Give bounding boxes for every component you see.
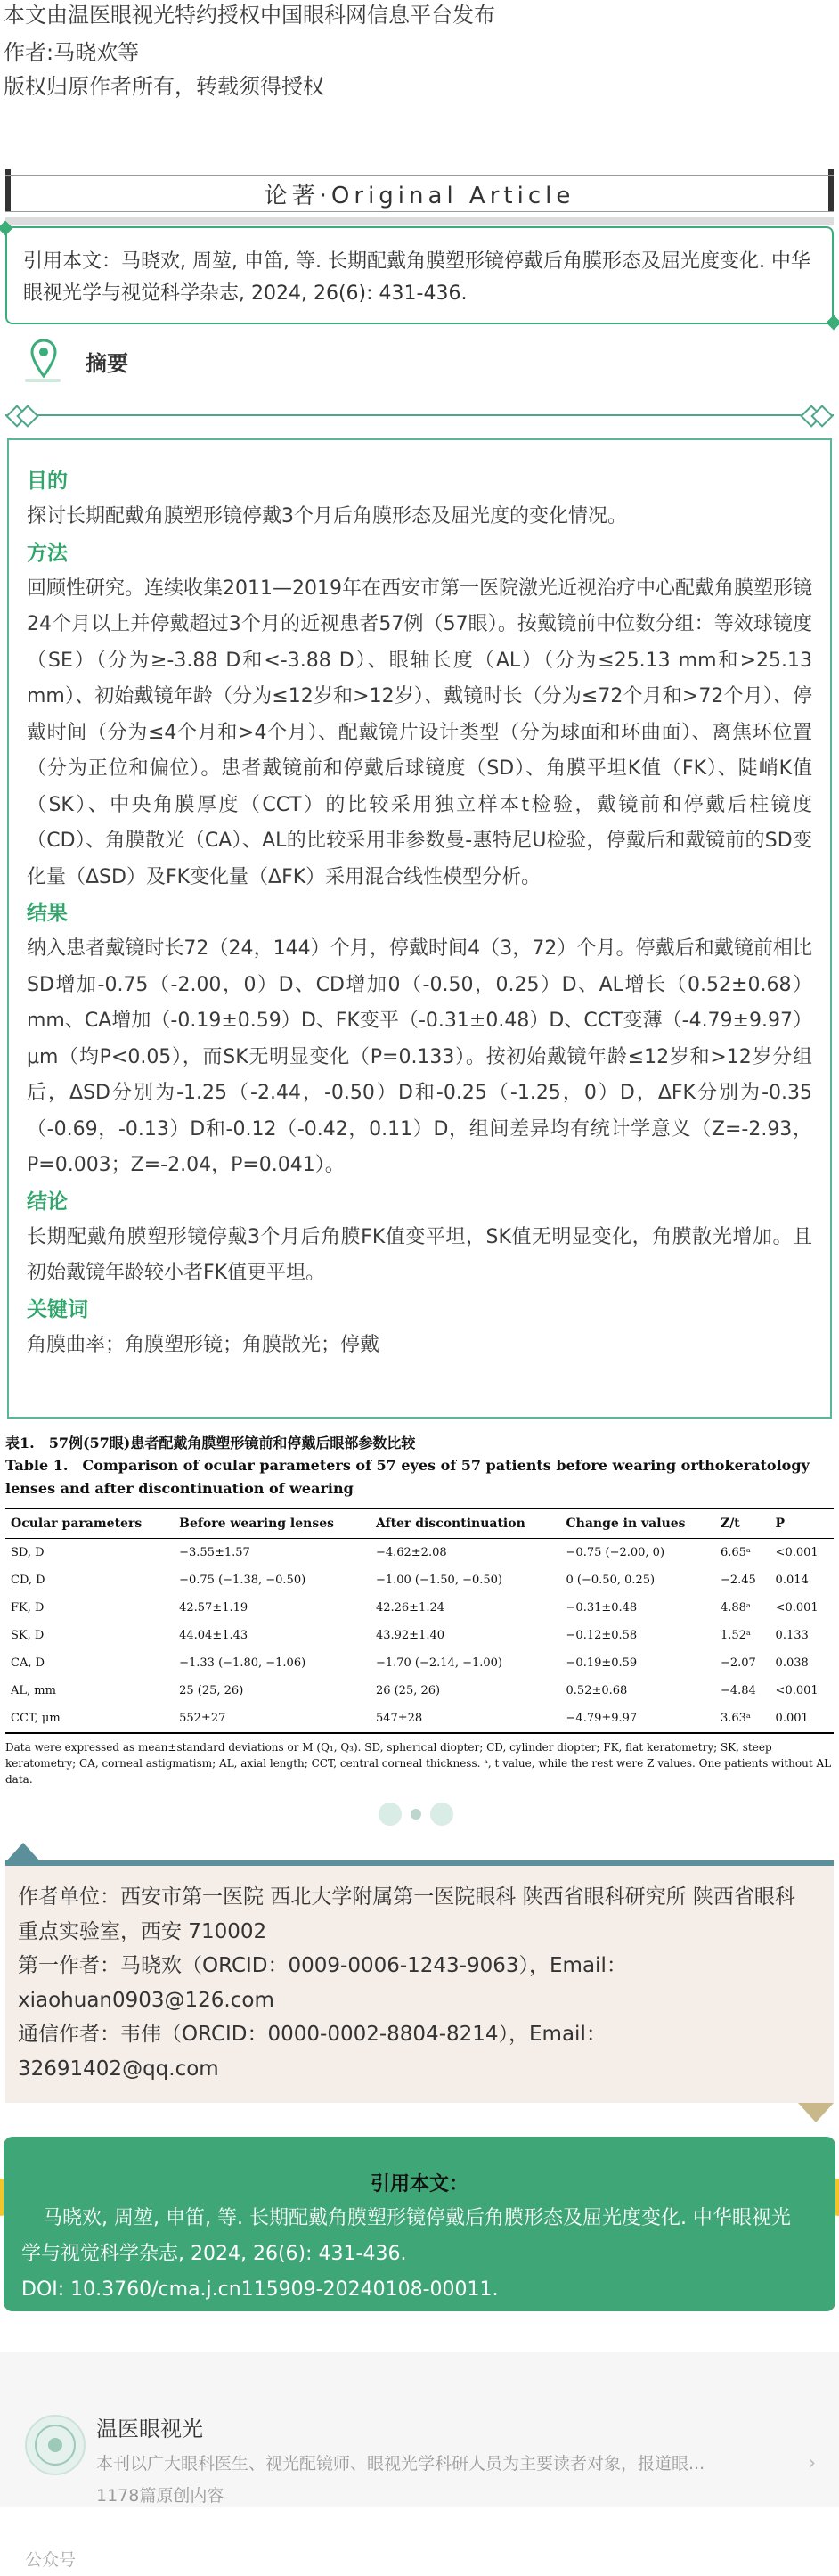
table-cell: AL, mm xyxy=(11,1684,56,1697)
table-cell: −1.00 (−1.50, −0.50) xyxy=(375,1574,502,1587)
table-cell: −3.55±1.57 xyxy=(179,1546,250,1559)
table-cell: −2.45 xyxy=(720,1574,756,1587)
abstract-title: 摘要 xyxy=(86,351,128,376)
table-cell: 547±28 xyxy=(371,1705,561,1733)
table-cell: <0.001 xyxy=(775,1601,819,1615)
abstract-box xyxy=(7,438,832,1419)
table-cell: 0.014 xyxy=(775,1574,809,1587)
footer-label: 公众号 xyxy=(25,2550,77,2570)
citation-card xyxy=(4,2137,835,2311)
citation-card-doi: DOI: 10.3760/cma.j.cn115909-20240108-00011. xyxy=(21,2278,499,2301)
citation-box xyxy=(5,226,834,324)
affiliation-unit: 作者单位：西安市第一医院 西北大学附属第一医院眼科 陕西省眼科研究所 陕西省眼科重点实验室，西安 710002 xyxy=(18,1885,795,1943)
table-row xyxy=(5,1539,834,1567)
table-row xyxy=(5,1566,834,1594)
table-cell: SD, D xyxy=(11,1546,45,1559)
methods-text: 回顾性研究。连续收集2011—2019年在西安市第一医院激光近视治疗中心配戴角膜塑形镜24个月以上并停戴超过3个月的近视患者57例（57眼）。按戴镜前中位数分组：等效球镜度（SE）（分为≥-3.88 D和<-3.88 D）、眼轴长度（AL）（分为≤25.13 mm和>25.13 mm）、初始戴镜年龄（分为≤12岁和>12岁）、戴镜时长（分为≤72个月和>72个月）、停戴时间（分为≤4个月和>4个月）、配戴镜片设计类型（分为球面和环曲面）、离焦环位置（分为正位和偏位）。患者戴镜前和停戴后球镜度（SD）、角膜平坦K值（FK）、陡峭K值（SK）、中央角膜厚度（CCT）的比较采用独立样本t检验，戴镜前和停戴后柱镜度（CD）、角膜散光（CA）、AL的比较采用非参数曼-惠特尼U检验，停戴后和戴镜前的SD变化量（ΔSD）及FK变化量（ΔFK）采用混合线性模型分析。 xyxy=(27,577,812,888)
table-cell: −1.70 (−2.14, −1.00) xyxy=(375,1656,502,1670)
objective-heading: 目的 xyxy=(27,470,68,493)
table-cell: 552±27 xyxy=(174,1705,371,1733)
table-cell: −4.84 xyxy=(720,1684,756,1697)
table-row xyxy=(5,1594,834,1622)
table-cell: 0.038 xyxy=(775,1656,809,1670)
table-cell: 42.57±1.19 xyxy=(179,1601,248,1615)
table-cell: 26 (25, 26) xyxy=(375,1684,441,1697)
table-header-row xyxy=(5,1509,834,1539)
location-pin-icon xyxy=(30,339,57,378)
table-cell: −4.79±9.97 xyxy=(561,1705,715,1733)
table-cell: CCT, μm xyxy=(5,1705,174,1733)
table-cell: 0.52±0.68 xyxy=(566,1684,628,1697)
table-cell: <0.001 xyxy=(775,1546,819,1559)
table-row xyxy=(5,1677,834,1705)
table-cell: 0.133 xyxy=(775,1629,809,1642)
table-caption-en: Table 1. Comparison of ocular parameters of 57 eyes of 57 patients before wearing orthokeratology lenses and after discontinuation of wearing xyxy=(5,1457,810,1497)
table-cell: CD, D xyxy=(11,1574,45,1587)
table-cell: 6.65ᵃ xyxy=(720,1546,751,1559)
carousel-dot[interactable] xyxy=(430,1803,453,1826)
objective-text: 探讨长期配戴角膜塑形镜停戴3个月后角膜形态及屈光度的变化情况。 xyxy=(27,505,627,527)
table-cell: 0.001 xyxy=(770,1705,834,1733)
chevron-right-icon[interactable]: › xyxy=(808,2452,816,2474)
table-cell: 42.26±1.24 xyxy=(375,1601,444,1615)
table-header-cell: After discontinuation xyxy=(371,1509,561,1539)
corresponding-author: 通信作者：韦伟（ORCID：0000-0002-8804-8214），Email：32691402@qq.com xyxy=(18,2023,607,2081)
citation-card-body xyxy=(21,2201,805,2308)
diamond-divider xyxy=(5,414,834,416)
table-cell: <0.001 xyxy=(775,1684,819,1697)
table-header-cell: Before wearing lenses xyxy=(174,1509,371,1539)
table-row xyxy=(5,1622,834,1649)
table-header-cell: P xyxy=(770,1509,834,1539)
keywords-heading: 关键词 xyxy=(27,1297,88,1321)
table-cell: −0.19±0.59 xyxy=(566,1656,638,1670)
carousel-dot-active[interactable] xyxy=(411,1809,421,1820)
section-band xyxy=(5,217,834,225)
table-cell: 25 (25, 26) xyxy=(179,1684,244,1697)
citation-text: 引用本文：马晓欢, 周堃, 申笛, 等. 长期配戴角膜塑形镜停戴后角膜形态及屈光度变化. 中华眼视光学与视觉科学杂志, 2024, 26(6): 431-436. xyxy=(23,250,810,305)
table-header-cell: Ocular parameters xyxy=(5,1509,174,1539)
table-header-cell: Change in values xyxy=(561,1509,715,1539)
table-row xyxy=(5,1649,834,1677)
table-cell: −0.31±0.48 xyxy=(566,1601,638,1615)
eye-logo-icon xyxy=(27,2417,84,2474)
first-author: 第一作者：马晓欢（ORCID：0009-0006-1243-9063），Email：xiaohuan0903@126.com xyxy=(18,1954,627,2012)
table-cell: 4.88ᵃ xyxy=(720,1601,751,1615)
carousel-dot[interactable] xyxy=(379,1803,402,1826)
table-cell: 1.52ᵃ xyxy=(720,1629,751,1642)
citation-card-text: 马晓欢, 周堃, 申笛, 等. 长期配戴角膜塑形镜停戴后角膜形态及屈光度变化. 中华眼视光学与视觉科学杂志, 2024, 26(6): 431-436. xyxy=(21,2207,791,2265)
parameters-table-figure xyxy=(5,1433,834,1789)
table-cell: −0.75 (−1.38, −0.50) xyxy=(179,1574,306,1587)
table-cell: SK, D xyxy=(11,1629,45,1642)
affiliation-text xyxy=(18,1880,802,2086)
citation-card-title: 引用本文： xyxy=(370,2173,468,2196)
table-row xyxy=(5,1705,834,1733)
account-avatar xyxy=(25,2415,86,2475)
table-cell: −0.12±0.58 xyxy=(566,1629,638,1642)
conclusion-heading: 结论 xyxy=(27,1190,68,1214)
table-note: Data were expressed as mean±standard deviations or M (Q₁, Q₃). SD, spherical diopter; CD, cylinder diopter; FK, flat keratometry; SK, steep keratometry; CA, corneal astigmatism; AL, axial length; CCT, central corneal thickness. ᵃ, t value, while the rest were Z values. One patients without AL data. xyxy=(5,1741,832,1786)
table-cell: CA, D xyxy=(11,1656,45,1670)
table-cell: 0 (−0.50, 0.25) xyxy=(566,1574,656,1587)
table-cell: 3.63ᵃ xyxy=(715,1705,770,1733)
author-line: 作者:马晓欢等 xyxy=(4,40,140,65)
pin-shadow xyxy=(25,379,61,382)
results-text: 纳入患者戴镜时长72（24，144）个月，停戴时间4（3，72）个月。停戴后和戴镜前相比SD增加-0.75（-2.00，0）D、CD增加0（-0.50，0.25）D、AL增长（0.52±0.68）mm、CA增加（-0.19±0.59）D、FK变平（-0.31±0.48）D、CCT变薄（-4.79±9.97）μm（均P<0.05），而SK无明显变化（P=0.133）。按初始戴镜年龄≤12岁和>12岁分组后，ΔSD分别为-1.25（-2.44，-0.50）D和-0.25（-1.25，0）D，ΔFK分别为-0.35（-0.69，-0.13）D和-0.12（-0.42，0.11）D，组间差异均有统计学意义（Z=-2.93，P=0.003；Z=-2.04，P=0.041）。 xyxy=(27,937,812,1176)
carousel-dots xyxy=(379,1803,453,1826)
table-caption-cn: 表1. 57例(57眼)患者配戴角膜塑形镜前和停戴后眼部参数比较 xyxy=(5,1435,416,1452)
copyright-line: 版权归原作者所有，转载须得授权 xyxy=(4,74,324,99)
results-heading: 结果 xyxy=(27,902,68,925)
account-description: 本刊以广大眼科医生、视光配镜师、眼视光学科研人员为主要读者对象，报道眼... xyxy=(96,2454,705,2474)
conclusion-text: 长期配戴角膜塑形镜停戴3个月后角膜FK值变平坦，SK值无明显变化，角膜散光增加。且初始戴镜年龄较小者FK值更平坦。 xyxy=(27,1225,812,1284)
table-cell: −2.07 xyxy=(720,1656,756,1670)
table-cell: 43.92±1.40 xyxy=(375,1629,444,1642)
section-label: 论著·Original Article xyxy=(5,175,834,212)
account-name[interactable]: 温医眼视光 xyxy=(96,2417,203,2441)
affiliation-top-bar xyxy=(5,1860,834,1866)
table-header-cell: Z/t xyxy=(715,1509,770,1539)
parameters-table xyxy=(5,1508,834,1734)
table-cell: −1.33 (−1.80, −1.06) xyxy=(179,1656,306,1670)
table-cell: 44.04±1.43 xyxy=(179,1629,248,1642)
keywords-text: 角膜曲率；角膜塑形镜；角膜散光；停戴 xyxy=(27,1333,380,1356)
table-cell: FK, D xyxy=(11,1601,45,1615)
table-cell: −4.62±2.08 xyxy=(375,1546,447,1559)
affiliation-bottom-triangle xyxy=(798,2103,834,2122)
table-cell: −0.75 (−2.00, 0) xyxy=(566,1546,665,1559)
affiliation-corner-triangle xyxy=(5,1843,41,1862)
account-article-count: 1178篇原创内容 xyxy=(96,2486,224,2506)
methods-heading: 方法 xyxy=(27,541,68,565)
attribution-line: 本文由温医眼视光特约授权中国眼科网信息平台发布 xyxy=(4,3,495,28)
